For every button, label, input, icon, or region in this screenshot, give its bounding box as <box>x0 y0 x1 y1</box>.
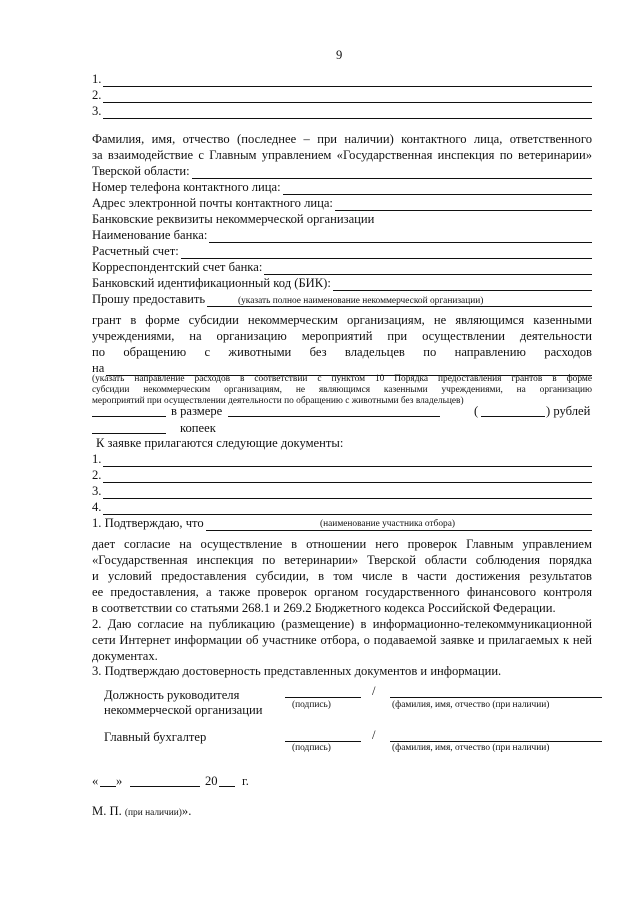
head-name-input[interactable] <box>390 697 602 698</box>
point-3: 3. Подтверждаю достоверность представленных документов и информации. <box>92 664 502 678</box>
accountant-name-input[interactable] <box>390 741 602 742</box>
amount-rubles-input[interactable] <box>481 416 545 417</box>
phone-field: Номер телефона контактного лица: <box>92 180 592 195</box>
email-field: Адрес электронной почты контактного лица: <box>92 196 592 211</box>
head-signature-caption: (подпись) <box>292 700 331 710</box>
kopecks-label: копеек <box>180 421 216 435</box>
top-list-item-2: 2. <box>92 88 592 103</box>
accountant-signature-caption: (подпись) <box>292 743 331 753</box>
account-field: Расчетный счет: <box>92 244 592 259</box>
stamp-mp: М. П. <box>92 804 122 818</box>
confirm-participant-field: 1. Подтверждаю, что <box>92 516 592 531</box>
kopecks-input[interactable] <box>92 433 166 434</box>
grant-para-line-1: грант в форме субсидии некоммерческим организациям, не являющимся казенными <box>92 313 592 327</box>
document-item-3: 3. <box>92 484 592 499</box>
head-position-label-2: некоммерческой организации <box>104 703 263 717</box>
blank-line[interactable] <box>103 91 592 103</box>
participant-caption: (наименование участника отбора) <box>320 519 455 529</box>
consent-line-5: в соответствии со статьями 268.1 и 269.2 Бюджетного кодекса Российской Федерации. <box>92 601 556 615</box>
blank-line[interactable] <box>103 107 592 119</box>
date-open-quote: « <box>92 774 99 788</box>
stamp-note: (при наличии) <box>124 808 182 818</box>
point-2-line-1: 2. Даю согласие на публикацию (размещение) в информационно-телекоммуникационной <box>92 617 592 631</box>
date-year-suffix: г. <box>242 774 249 788</box>
contact-person-input[interactable] <box>192 167 592 179</box>
grant-para-line-2: учреждениями, на организацию мероприятий при осуществлении деятельности <box>92 329 592 343</box>
amount-words-input[interactable] <box>228 416 440 417</box>
org-name-caption: (указать полное наименование некоммерческой организации) <box>238 296 484 306</box>
top-list-item-3: 3. <box>92 104 592 119</box>
request-field: Прошу предоставить <box>92 292 592 307</box>
contact-person-field: Тверской области: <box>92 164 592 179</box>
document-input[interactable] <box>103 471 592 483</box>
bank-details-heading: Банковские реквизиты некоммерческой организации <box>92 212 375 226</box>
point-2-line-3: документах. <box>92 649 158 663</box>
direction-field: на <box>92 361 592 376</box>
document-item-4: 4. <box>92 500 592 515</box>
rubles-label: ) рублей <box>546 404 591 418</box>
grant-para-line-3: по обращению с животными без владельцев по направлению расходов <box>92 345 592 359</box>
top-list-item-1: 1. <box>92 72 592 87</box>
amount-number-input[interactable] <box>92 416 166 417</box>
blank-line[interactable] <box>103 75 592 87</box>
documents-intro: К заявке прилагаются следующие документы: <box>96 436 344 450</box>
accountant-slash: / <box>372 728 376 742</box>
document-input[interactable] <box>103 455 592 467</box>
consent-line-2: «Государственная инспекция по ветеринарии» Тверской области соблюдения порядка <box>92 553 592 567</box>
date-year-input[interactable] <box>219 786 235 787</box>
open-paren: ( <box>474 404 479 418</box>
stamp-line <box>92 804 191 821</box>
head-slash: / <box>372 684 376 698</box>
phone-input[interactable] <box>283 183 592 195</box>
in-amount-label: в размере <box>171 404 223 418</box>
consent-line-1: дает согласие на осуществление в отношении него проверок Главным управлением <box>92 537 592 551</box>
accountant-name-caption: (фамилия, имя, отчество (при наличии) <box>392 743 550 753</box>
date-month-input[interactable] <box>130 786 200 787</box>
bik-field: Банковский идентификационный код (БИК): <box>92 276 592 291</box>
document-item-1: 1. <box>92 452 592 467</box>
accountant-label: Главный бухгалтер <box>104 730 207 744</box>
bik-input[interactable] <box>333 279 592 291</box>
page-number: 9 <box>336 48 343 62</box>
corr-account-field: Корреспондентский счет банка: <box>92 260 592 275</box>
document-input[interactable] <box>103 487 592 499</box>
contact-para-line-1: Фамилия, имя, отчество (последнее – при наличии) контактного лица, ответственного <box>92 132 592 146</box>
accountant-signature-input[interactable] <box>285 741 361 742</box>
account-input[interactable] <box>181 247 592 259</box>
bank-name-field: Наименование банка: <box>92 228 592 243</box>
contact-para-line-2: за взаимодействие с Главным управлением «Государственная инспекция по ветеринарии» <box>92 148 592 162</box>
head-signature-input[interactable] <box>285 697 361 698</box>
consent-line-4: ее предоставления, а также проверок органом государственного финансового контроля <box>92 585 592 599</box>
consent-line-3: и условий предоставления субсидии, в том числе в части достижения результатов <box>92 569 592 583</box>
bank-name-input[interactable] <box>209 231 592 243</box>
date-day-input[interactable] <box>100 786 116 787</box>
email-input[interactable] <box>335 199 592 211</box>
stamp-tail: ». <box>181 804 192 818</box>
corr-account-input[interactable] <box>264 263 592 275</box>
head-position-label-1: Должность руководителя <box>104 688 240 702</box>
head-name-caption: (фамилия, имя, отчество (при наличии) <box>392 700 550 710</box>
document-input[interactable] <box>103 503 592 515</box>
date-close-quote: » <box>116 774 123 788</box>
point-2-line-2: сети Интернет информации об участнике отбора, о подаваемой заявке и прилагаемых к ней <box>92 633 592 647</box>
document-item-2: 2. <box>92 468 592 483</box>
direction-note: (указать направление расходов в соответствии с пунктом 10 Порядка предоставления грантов в форме субсидии некоммерческим организациям, не являющимся казенными учреждениями, на организацию мероприятий при осуществлении деятельности по обращению с животными без владельцев) <box>92 374 592 406</box>
date-year-prefix: 20 <box>205 774 218 788</box>
